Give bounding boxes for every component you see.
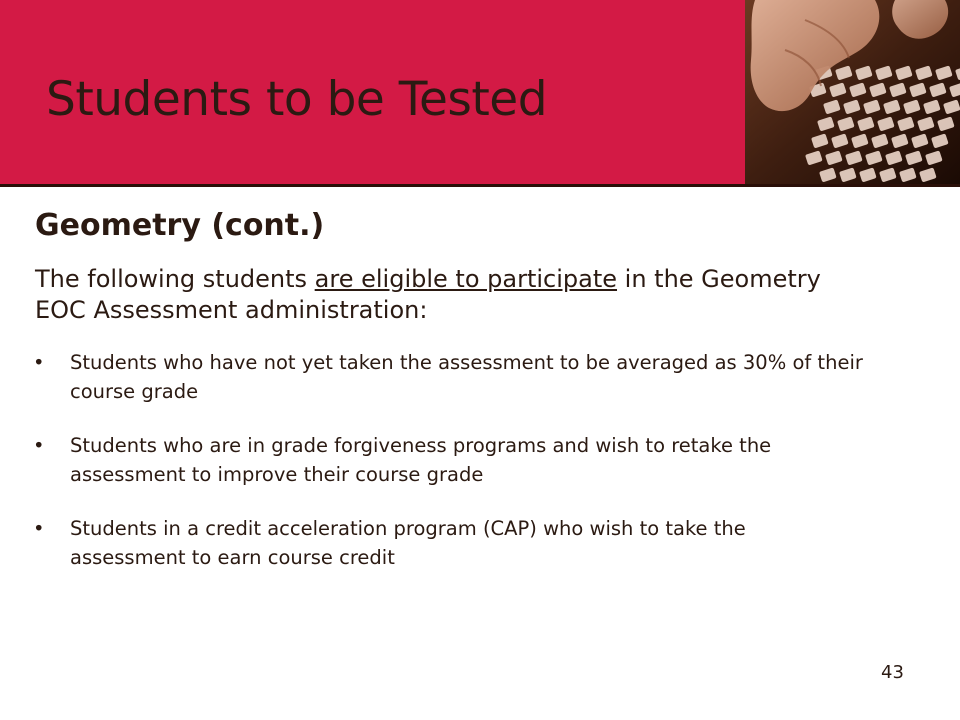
bullet-marker: •	[33, 517, 45, 540]
bullet-marker: •	[33, 351, 45, 374]
bullet-text: Students who are in grade forgiveness programs and wish to retake the assessment to improve their course grade	[70, 434, 772, 486]
bullet-marker: •	[33, 434, 45, 457]
intro-paragraph	[35, 264, 835, 326]
bullet-item	[33, 514, 863, 572]
header-divider	[0, 184, 960, 187]
bullet-text: Students in a credit acceleration program (CAP) who wish to take the assessment to earn course credit	[70, 517, 746, 569]
bullet-item	[33, 431, 863, 489]
bullet-text: Students who have not yet taken the assessment to be averaged as 30% of their course grade	[70, 351, 863, 403]
slide-title: Students to be Tested	[46, 72, 548, 127]
intro-text-end: in the Geometry EOC Assessment administration:	[35, 265, 821, 324]
page-number: 43	[881, 662, 904, 683]
intro-underlined-text: are eligible to participate	[314, 265, 618, 293]
intro-text-start: The following students	[35, 265, 315, 293]
bullet-item	[33, 348, 863, 406]
keyboard-typing-photo	[745, 0, 960, 184]
section-subheading: Geometry (cont.)	[35, 208, 325, 243]
bullet-list	[33, 348, 863, 597]
